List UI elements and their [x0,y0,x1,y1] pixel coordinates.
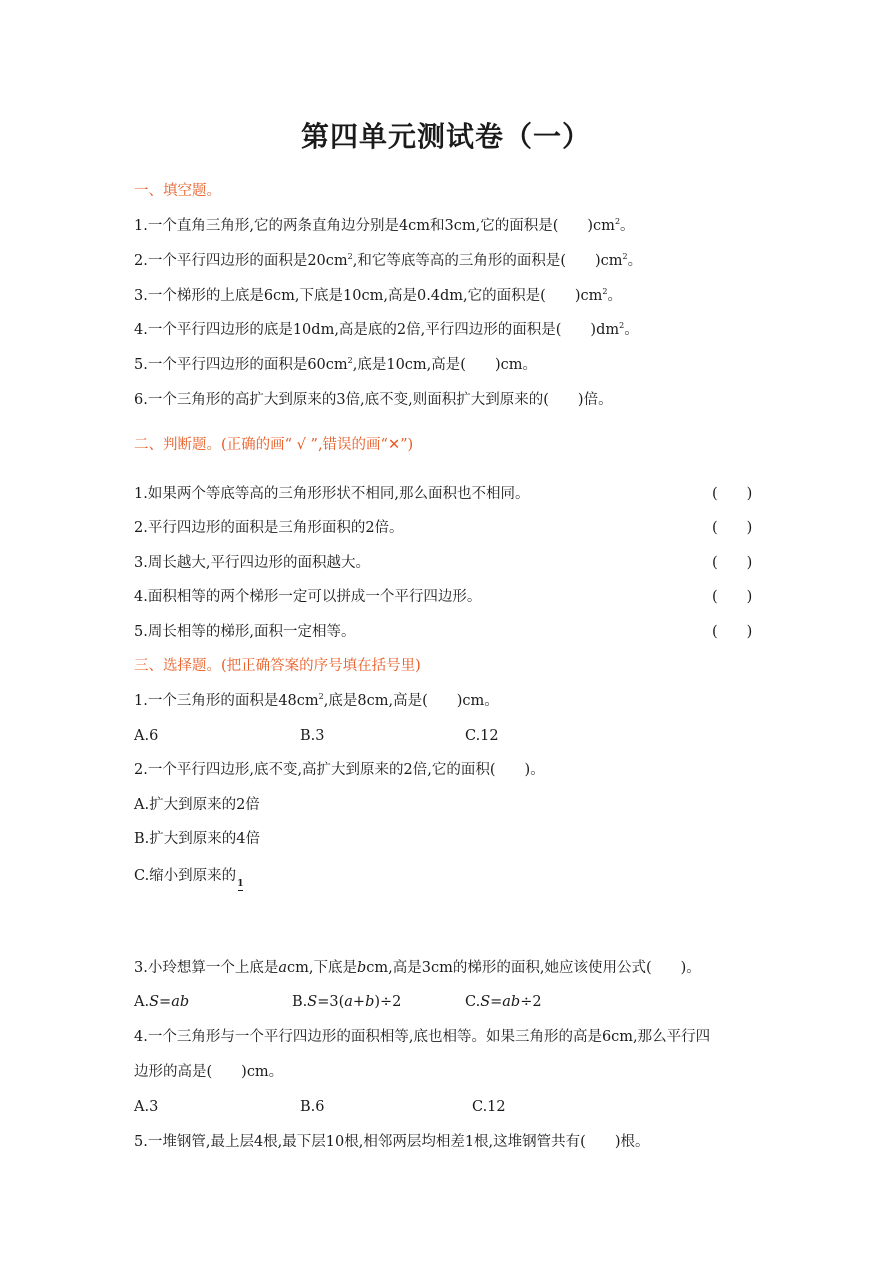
judge-answer-paren-3: ( ) [712,555,753,571]
judge-question-2: 2.平行四边形的面积是三角形面积的2倍。 [134,520,404,536]
choice-4-option-a: A.3 [134,1099,159,1115]
choice-2-option-b: B.扩大到原来的4倍 [134,831,260,847]
judge-answer-paren-1: ( ) [712,486,753,502]
fill-question-2: 2.一个平行四边形的面积是$20cm^2$,和它等底等高的三角形的面积是( )$cm^2$。 [134,252,643,269]
choice-question-1: 1.一个三角形的面积是$48cm^2$,底是8cm,高是( )cm。 [134,692,499,709]
fill-question-1: 1.一个直角三角形,它的两条直角边分别是4cm和3cm,它的面积是( )$cm^2$。 [134,217,635,234]
choice-question-5: 5.一堆钢管,最上层4根,最下层10根,相邻两层均相差1根,这堆钢管共有( )根。 [134,1134,650,1150]
choice-1-option-b: B.3 [300,728,325,744]
judge-answer-paren-4: ( ) [712,589,753,605]
fill-question-4: 4.一个平行四边形的底是10dm,高是底的2倍,平行四边形的面积是( )$dm^2$。 [134,321,639,338]
choice-question-4-line-2: 边形的高是( )cm。 [134,1064,284,1080]
judge-question-5: 5.周长相等的梯形,面积一定相等。 [134,624,356,640]
judge-answer-paren-2: ( ) [712,520,753,536]
choice-3-option-b: B.S=3(a+b)÷2 [292,994,402,1010]
section-2-heading: 二、判断题。(正确的画“ √ ”,错误的画“✕”) [134,437,414,453]
choice-4-option-b: B.6 [300,1099,325,1115]
judge-question-3: 3.周长越大,平行四边形的面积越大。 [134,555,370,571]
judge-question-1: 1.如果两个等底等高的三角形形状不相同,那么面积也不相同。 [134,486,530,502]
choice-3-option-a: A.S=ab [134,994,190,1010]
section-1-heading: 一、填空题。 [134,183,221,199]
fill-question-3: 3.一个梯形的上底是6cm,下底是10cm,高是0.4dm,它的面积是( )$cm^2$。 [134,287,622,304]
section-3-heading: 三、选择题。(把正确答案的序号填在括号里) [134,658,421,674]
choice-1-option-c: C.12 [465,728,499,744]
fill-question-6: 6.一个三角形的高扩大到原来的3倍,底不变,则面积扩大到原来的( )倍。 [134,392,613,408]
page-title: 第四单元测试卷（一） [300,120,591,153]
choice-2-option-a: A.扩大到原来的2倍 [134,797,260,813]
choice-question-3: 3.小玲想算一个上底是acm,下底是bcm,高是3cm的梯形的面积,她应该使用公式( )。 [134,960,701,976]
judge-answer-paren-5: ( ) [712,624,753,640]
choice-4-option-c: C.12 [472,1099,506,1115]
fill-question-5: 5.一个平行四边形的面积是$60cm^2$,底是10cm,高是( )cm。 [134,356,537,373]
choice-2-option-c: C.缩小到原来的 1 [134,868,244,889]
choice-3-option-c: C.S=ab÷2 [465,994,542,1010]
fraction-one-over: 1 [237,879,244,889]
choice-question-2: 2.一个平行四边形,底不变,高扩大到原来的2倍,它的面积( )。 [134,762,545,778]
choice-question-4-line-1: 4.一个三角形与一个平行四边形的面积相等,底也相等。如果三角形的高是6cm,那么平行四 [134,1029,711,1045]
choice-1-option-a: A.6 [134,728,159,744]
judge-question-4: 4.面积相等的两个梯形一定可以拼成一个平行四边形。 [134,589,482,605]
